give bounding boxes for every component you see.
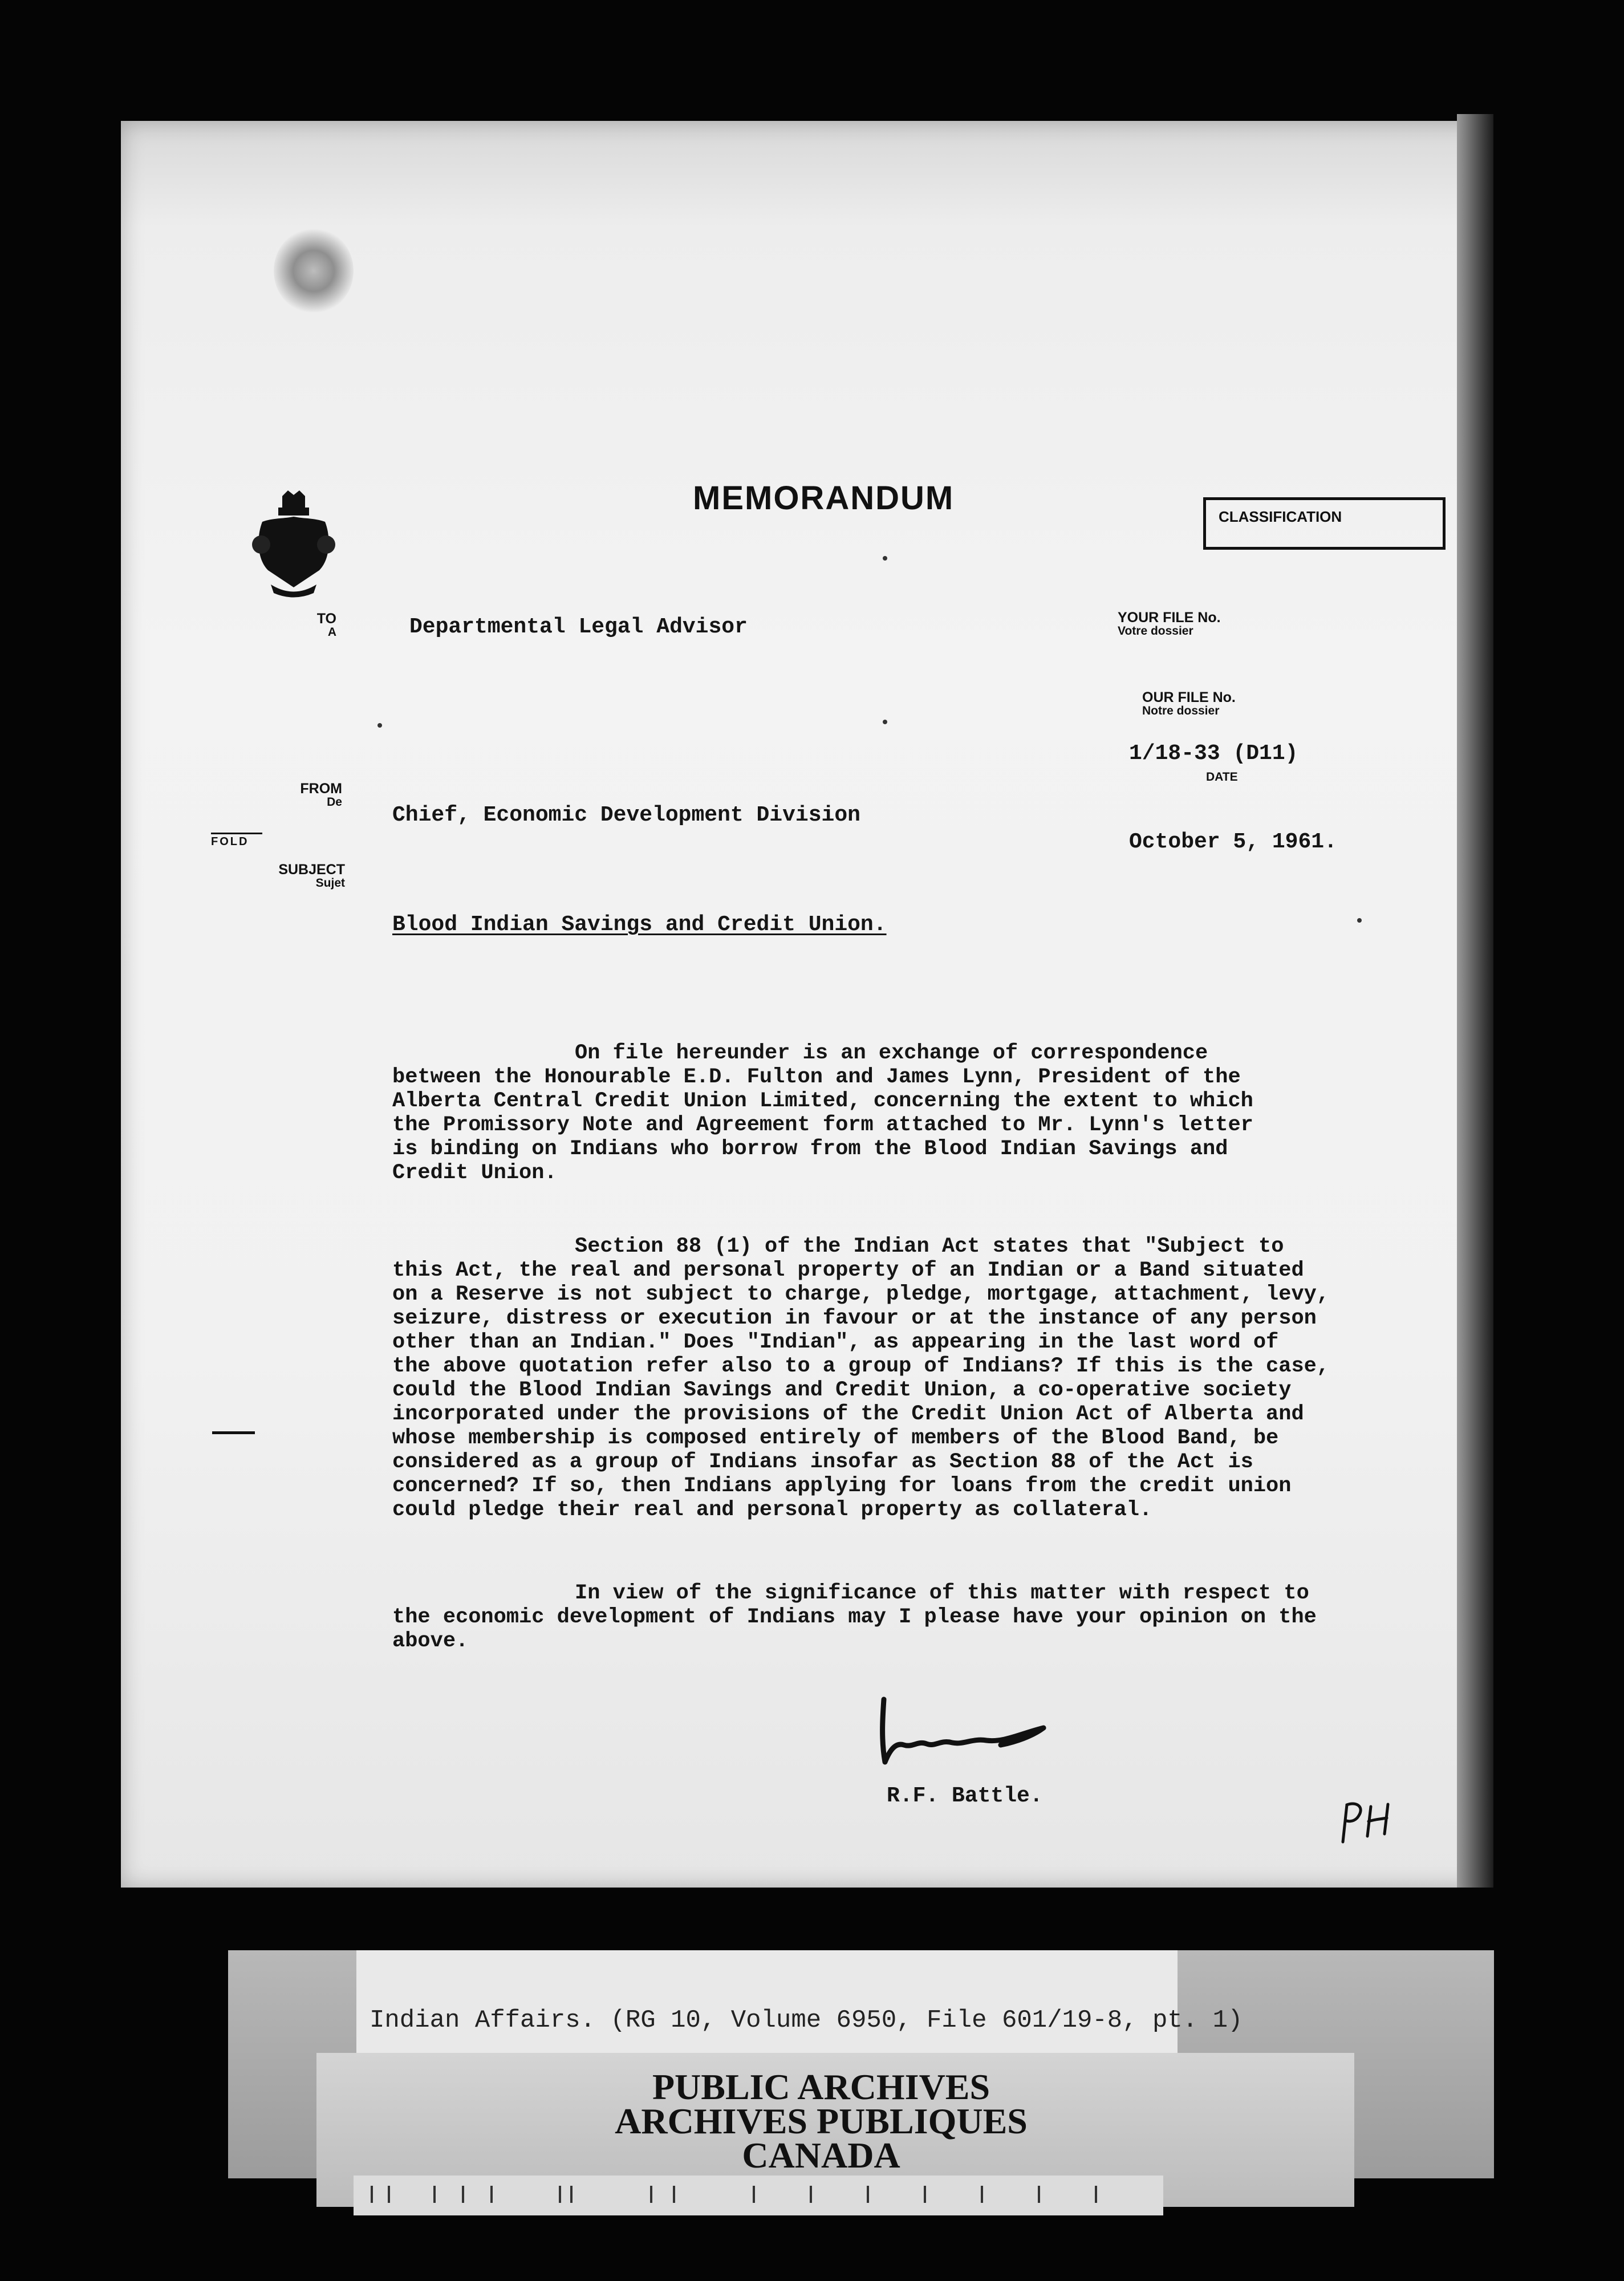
body-line: could pledge their real and personal property as collateral. (392, 1498, 1152, 1522)
to-label-en: TO (316, 611, 336, 627)
body-paragraph-1 (392, 1041, 1419, 1185)
body-line: whose membership is composed entirely of members of the Blood Band, be (392, 1426, 1279, 1450)
our-file-label-fr: Notre dossier (1142, 704, 1220, 718)
ruler-tick (981, 2186, 983, 2203)
classification-label: CLASSIFICATION (1219, 508, 1342, 525)
to-value: Departmental Legal Advisor (409, 615, 748, 639)
from-label-en: FROM (300, 781, 342, 797)
to-label-fr: A (327, 626, 336, 639)
archive-stamp (513, 2067, 1129, 2176)
archive-stamp-line: PUBLIC ARCHIVES (652, 2067, 990, 2107)
ruler-tick (490, 2186, 493, 2203)
our-file-value: 1/18-33 (D11) (1129, 741, 1298, 766)
body-line: between the Honourable E.D. Fulton and James Lynn, President of the (392, 1065, 1241, 1089)
archive-stamp-line: CANADA (742, 2135, 900, 2176)
body-paragraph-3 (392, 1581, 1419, 1653)
ruler-tick (388, 2186, 390, 2203)
handwritten-initials (1334, 1796, 1397, 1848)
date-value: October 5, 1961. (1129, 830, 1337, 854)
punch-mark (883, 720, 887, 724)
ruler-tick (650, 2186, 652, 2203)
body-line: on a Reserve is not subject to charge, pledge, mortgage, attachment, levy, (392, 1282, 1330, 1306)
ruler-tick (462, 2186, 464, 2203)
body-line: Section 88 (1) of the Indian Act states that "Subject to (575, 1235, 1284, 1259)
paper-stain (274, 228, 354, 314)
body-line: this Act, the real and personal property of an Indian or a Band situated (392, 1259, 1304, 1282)
margin-mark (212, 1431, 255, 1434)
to-label (297, 611, 336, 639)
ruler-tick (1038, 2186, 1040, 2203)
punch-mark (377, 723, 382, 728)
archive-stamp-line: ARCHIVES PUBLIQUES (615, 2101, 1028, 2141)
ruler-tick (924, 2186, 926, 2203)
subject-label-en: SUBJECT (278, 862, 345, 878)
body-paragraph-2 (392, 1235, 1419, 1522)
subject-label (274, 862, 345, 890)
ruler-tick (673, 2186, 675, 2203)
body-line: above. (392, 1629, 469, 1653)
body-line: could the Blood Indian Savings and Credit Union, a co-operative society (392, 1378, 1292, 1402)
date-label-text: DATE (1206, 770, 1238, 784)
ruler-tick (867, 2186, 869, 2203)
body-line: In view of the significance of this matter with respect to (575, 1581, 1309, 1605)
body-line: other than an Indian." Does "Indian", as appearing in the last word of (392, 1330, 1279, 1354)
subject-value: Blood Indian Savings and Credit Union. (392, 912, 887, 937)
ruler-tick-strip (354, 2176, 1163, 2215)
from-label-fr: De (327, 795, 342, 809)
body-line: Credit Union. (392, 1161, 557, 1185)
classification-box (1203, 497, 1446, 550)
body-line: Alberta Central Credit Union Limited, concerning the extent to which (392, 1089, 1253, 1113)
your-file-label-en: YOUR FILE No. (1118, 610, 1221, 626)
date-label (1206, 771, 1252, 784)
ruler-tick (1095, 2186, 1097, 2203)
your-file-label-fr: Votre dossier (1118, 624, 1193, 638)
body-line: concerned? If so, then Indians applying for loans from the credit union (392, 1474, 1292, 1498)
signatory-name: R.F. Battle. (887, 1784, 1043, 1808)
coat-of-arms-icon (251, 490, 336, 599)
handwritten-signature (872, 1688, 1066, 1773)
from-value: Chief, Economic Development Division (392, 803, 860, 827)
body-line: On file hereunder is an exchange of correspondence (575, 1041, 1208, 1065)
body-line: the above quotation refer also to a group of Indians? If this is the case, (392, 1354, 1330, 1378)
archive-reference: Indian Affairs. (RG 10, Volume 6950, File 601/19-8, pt. 1) (370, 2006, 1243, 2035)
from-label (285, 781, 342, 809)
ruler-tick (810, 2186, 812, 2203)
punch-mark (883, 556, 887, 561)
our-file-label (1142, 690, 1268, 717)
subject-label-fr: Sujet (315, 876, 345, 890)
ruler-tick (559, 2186, 561, 2203)
ruler-tick (753, 2186, 755, 2203)
your-file-label (1118, 610, 1254, 638)
body-line: incorporated under the provisions of the Credit Union Act of Alberta and (392, 1402, 1304, 1426)
memo-title: MEMORANDUM (693, 480, 955, 517)
sheet-edge-shadow (1457, 114, 1493, 1888)
punch-mark (1357, 918, 1362, 923)
body-line: seizure, distress or execution in favour or at the instance of any person (392, 1306, 1317, 1330)
our-file-label-en: OUR FILE No. (1142, 689, 1236, 705)
body-line: is binding on Indians who borrow from the Blood Indian Savings and (392, 1137, 1228, 1161)
ruler-tick (433, 2186, 436, 2203)
ruler-tick (570, 2186, 573, 2203)
body-line: considered as a group of Indians insofar as Section 88 of the Act is (392, 1450, 1253, 1474)
fold-mark: FOLD (211, 833, 262, 849)
ruler-tick (371, 2186, 373, 2203)
body-line: the economic development of Indians may I please have your opinion on the (392, 1605, 1317, 1629)
body-line: the Promissory Note and Agreement form attached to Mr. Lynn's letter (392, 1113, 1253, 1137)
